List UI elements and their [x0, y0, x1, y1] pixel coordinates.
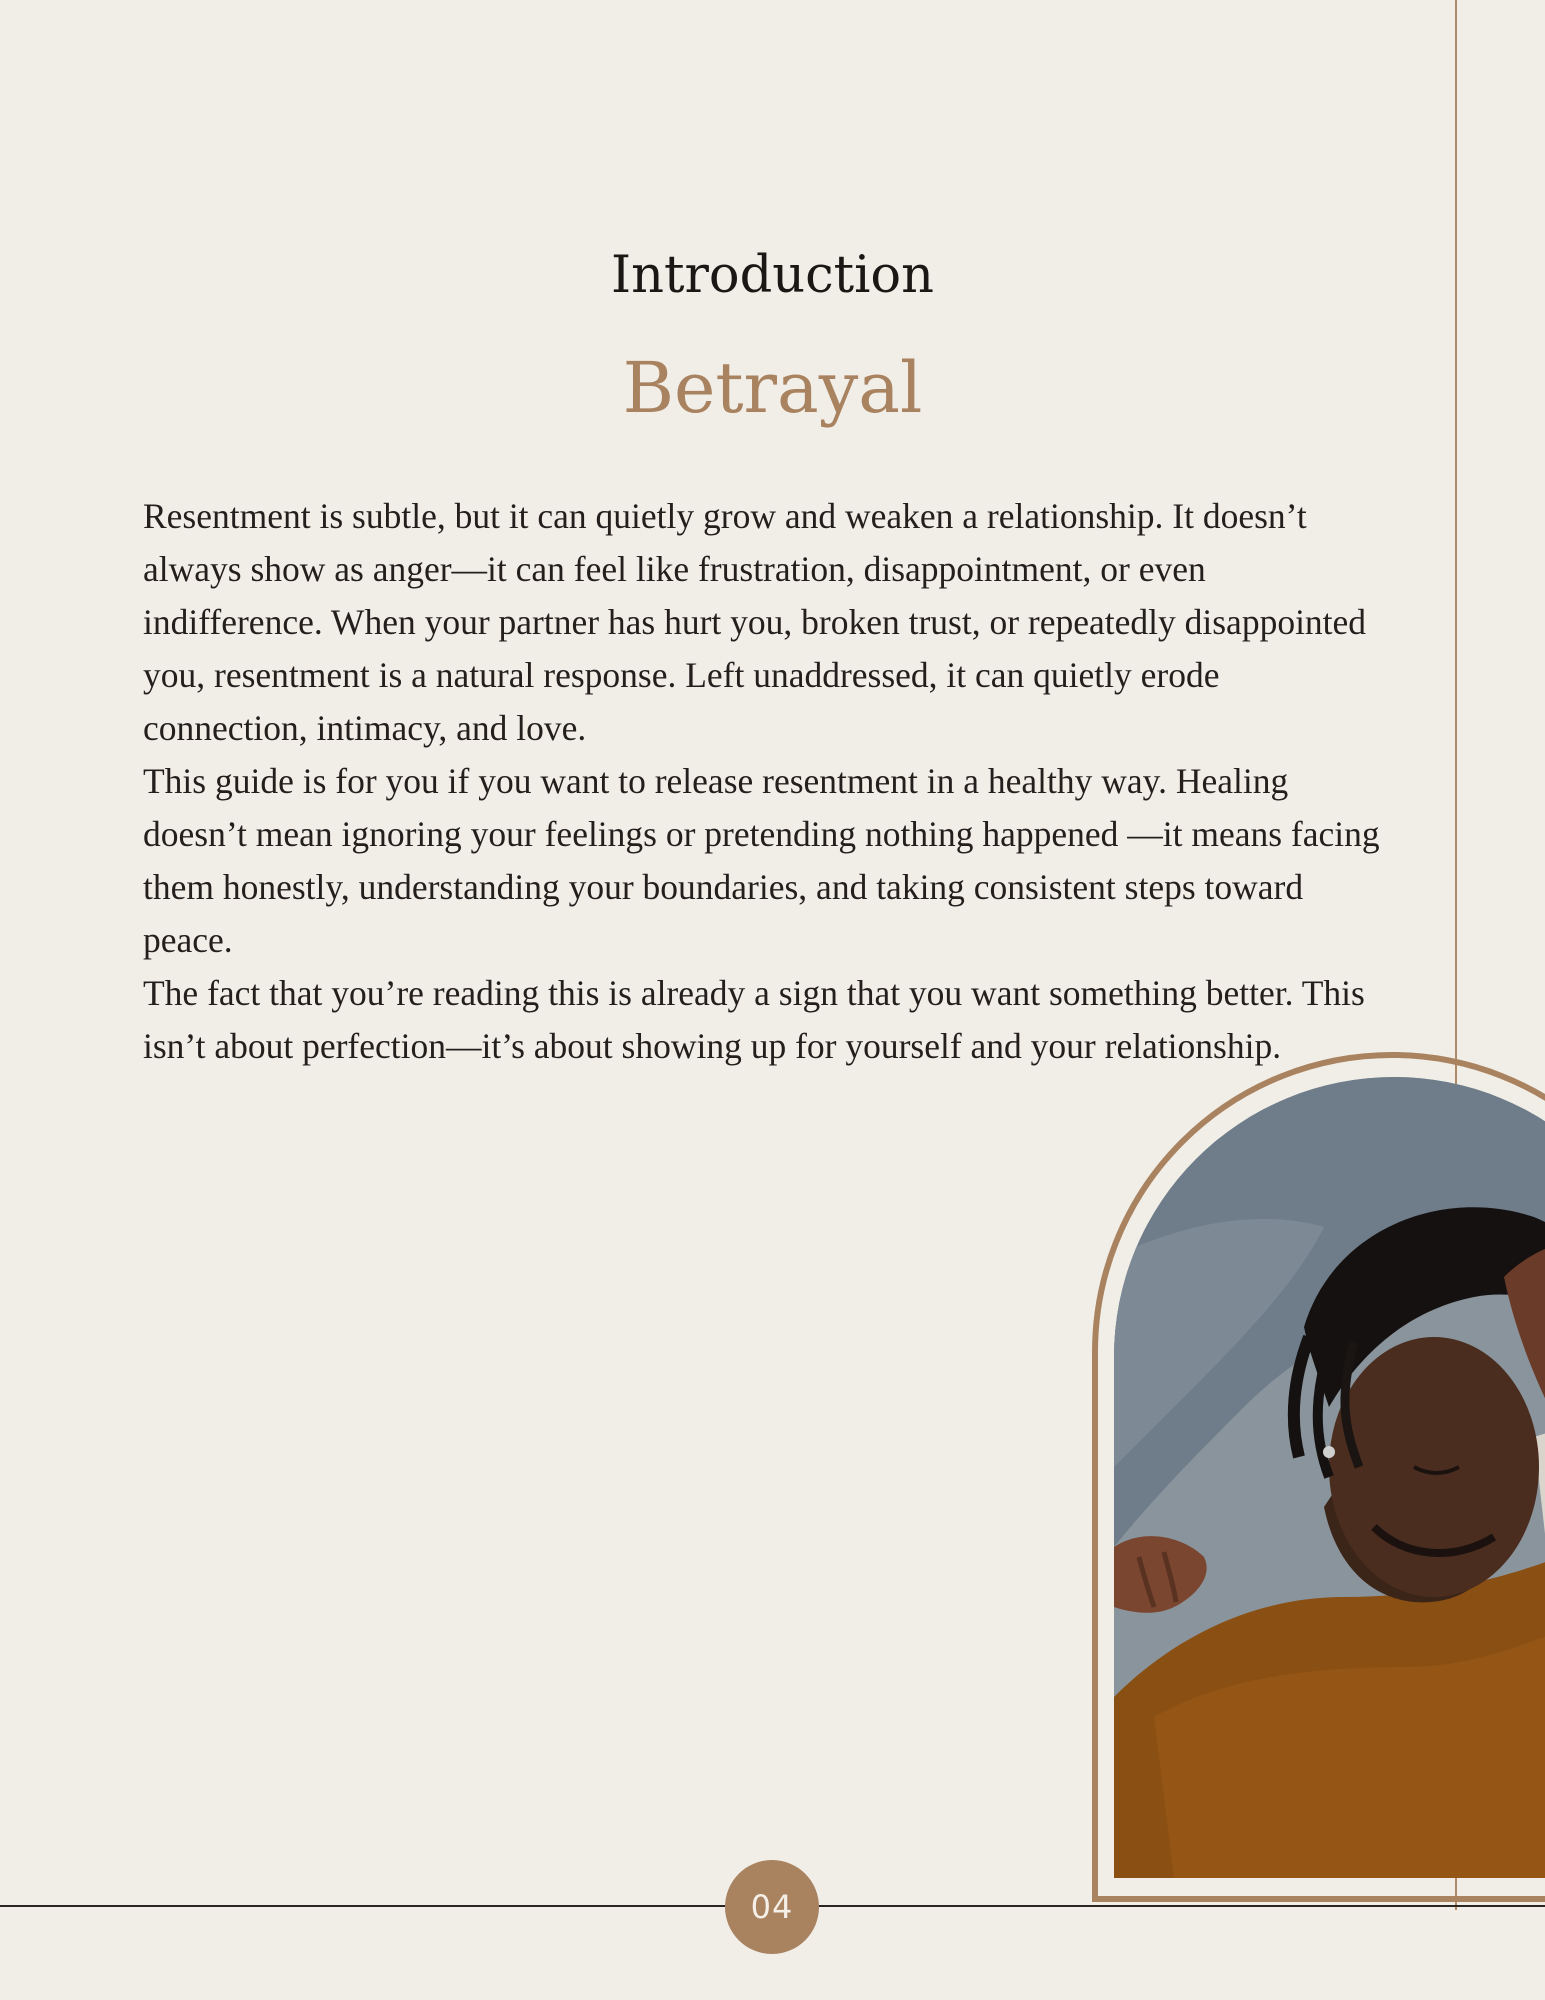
page-number-badge: 04: [725, 1860, 819, 1954]
paragraph-3: The fact that you’re reading this is already a sign that you want something better. This isn’t about perfection—it’s about showing up for yourself and your relationship.: [143, 973, 1365, 1066]
photo-illustration: [1114, 1077, 1545, 1878]
page-title: Betrayal: [622, 347, 923, 429]
section-label: Introduction: [611, 246, 934, 305]
body-text: [143, 490, 1383, 1073]
photo-arch: [1114, 1077, 1545, 1878]
paragraph-2: This guide is for you if you want to release resentment in a healthy way. Healing doesn’t mean ignoring your feelings or pretending nothing happened —it means facing them honestly, understanding your boundaries, and taking consistent steps toward peace.: [143, 761, 1380, 960]
paragraph-1: Resentment is subtle, but it can quietly grow and weaken a relationship. It doesn’t always show as anger—it can feel like frustration, disappointment, or even indifference. When your partner has hurt you, broken trust, or repeatedly disappointed you, resentment is a natural response. Left unaddressed, it can quietly erode connection, intimacy, and love.: [143, 496, 1367, 748]
